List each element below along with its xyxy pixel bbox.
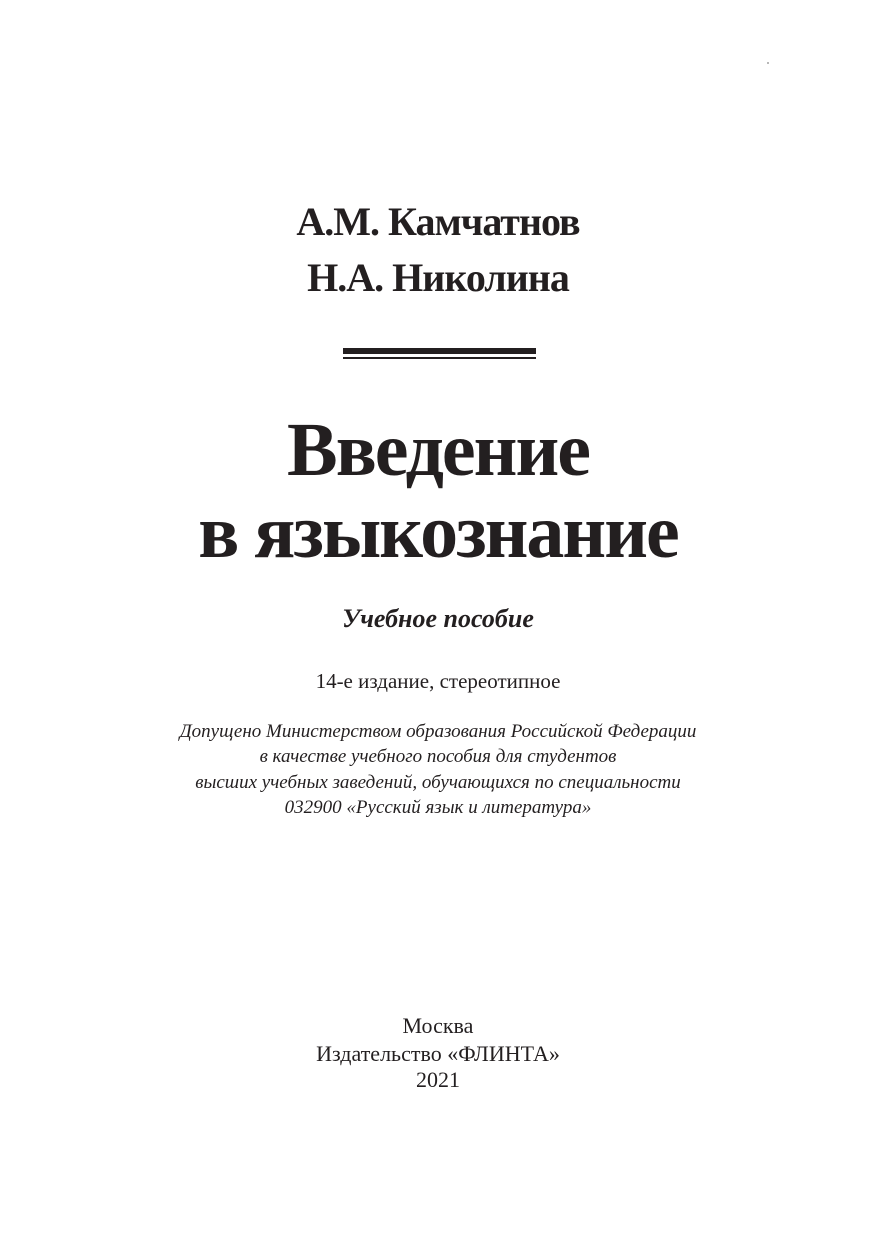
edition-note: 14-е издание, стереотипное <box>315 669 561 693</box>
book-title-line-1: Введение <box>287 408 589 492</box>
approval-line-2: в качестве учебного пособия для студентов <box>259 746 617 767</box>
decorative-rule-thick <box>343 348 536 354</box>
imprint-city: Москва <box>402 1013 474 1038</box>
approval-line-3: высших учебных заведений, обучающихся по специальности <box>195 772 681 793</box>
author-name-2: Н.А. Николина <box>307 255 569 300</box>
imprint-year: 2021 <box>416 1067 460 1092</box>
scan-speck <box>767 62 769 64</box>
author-name-1: А.М. Камчатнов <box>296 199 580 244</box>
approval-line-4: 032900 «Русский язык и литература» <box>284 797 592 818</box>
imprint-publisher: Издательство «ФЛИНТА» <box>316 1041 560 1066</box>
decorative-rule-thin <box>343 357 536 359</box>
book-subtitle: Учебное пособие <box>342 604 534 633</box>
approval-line-1: Допущено Министерством образования Российской Федерации <box>179 721 697 742</box>
book-title-line-2: в языкознание <box>198 490 678 574</box>
